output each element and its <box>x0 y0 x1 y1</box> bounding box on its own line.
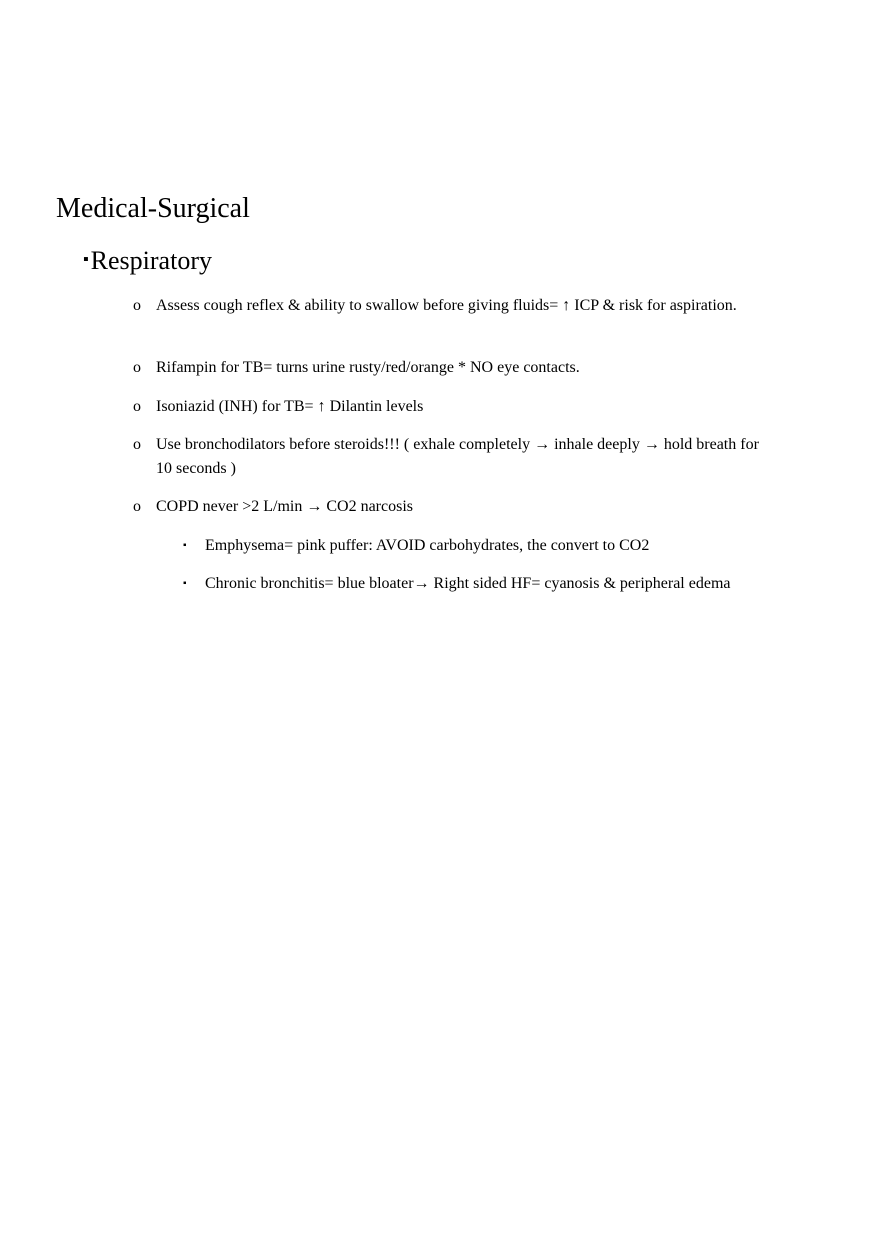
list-item-text: Rifampin for TB= turns urine rusty/red/orange * NO eye contacts. <box>156 359 580 376</box>
list-item <box>133 433 773 481</box>
section-heading-text: Respiratory <box>90 246 212 275</box>
list-item <box>133 395 773 419</box>
sub-list-item-text: Chronic bronchitis= blue bloater→ Right sided HF= cyanosis & peripheral edema <box>205 575 731 592</box>
list-bullet: o <box>133 359 141 376</box>
sub-list-item <box>183 572 823 596</box>
sub-list-item-text: Emphysema= pink puffer: AVOID carbohydrates, the convert to CO2 <box>205 537 650 554</box>
list-bullet: o <box>133 297 141 314</box>
list-item <box>133 495 773 519</box>
list-item-text: COPD never >2 L/min → CO2 narcosis <box>156 498 413 515</box>
section-bullet: ▪ <box>83 251 89 268</box>
list-item-text: Use bronchodilators before steroids!!! ( exhale completely → inhale deeply → hold breath for 10 seconds ) <box>156 436 759 477</box>
sub-list-item <box>183 534 823 558</box>
list-bullet: o <box>133 398 141 415</box>
list-item-text: Assess cough reflex & ability to swallow before giving fluids= ↑ ICP & risk for aspiration. <box>156 297 737 314</box>
list-item <box>133 356 773 380</box>
list-bullet: o <box>133 498 141 515</box>
list-item <box>133 294 773 318</box>
list-bullet: o <box>133 436 141 453</box>
sub-list-bullet: ▪ <box>183 540 187 551</box>
list-item-text: Isoniazid (INH) for TB= ↑ Dilantin levels <box>156 398 424 415</box>
page-title: Medical-Surgical <box>56 193 250 224</box>
section-heading <box>83 244 212 277</box>
sub-list-bullet: ▪ <box>183 578 187 589</box>
